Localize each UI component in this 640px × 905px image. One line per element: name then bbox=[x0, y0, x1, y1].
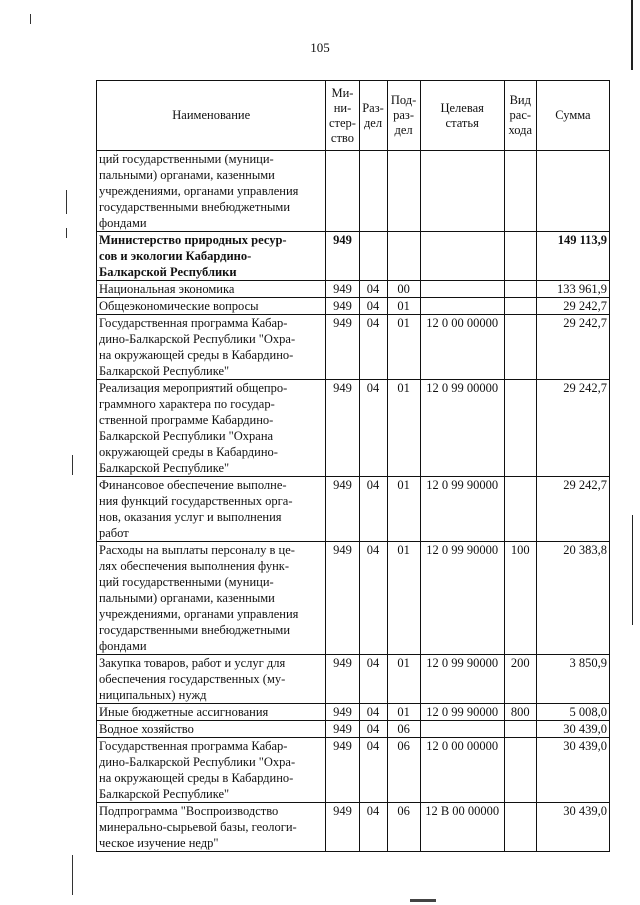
header-sum: Сумма bbox=[536, 81, 609, 151]
cell-name: Финансовое обеспечение выполне- ния функций государственных орга- нов, оказания услуг и выполнения работ bbox=[97, 477, 326, 542]
cell-target: 12 0 00 00000 bbox=[420, 315, 504, 380]
table-row bbox=[97, 542, 610, 655]
cell-target: 12 0 99 00000 bbox=[420, 380, 504, 477]
header-expense-type-label: Вид рас- хода bbox=[508, 93, 533, 137]
cell-sum: 30 439,0 bbox=[536, 738, 609, 803]
cell-ministry: 949 bbox=[326, 477, 359, 542]
header-ministry-label: Ми- ни- стер- ство bbox=[328, 85, 356, 145]
cell-expense-type bbox=[504, 477, 536, 542]
cell-expense-type bbox=[504, 315, 536, 380]
cell-ministry: 949 bbox=[326, 542, 359, 655]
header-section bbox=[359, 81, 387, 151]
budget-table bbox=[96, 80, 610, 852]
cell-expense-type bbox=[504, 738, 536, 803]
cell-section bbox=[359, 151, 387, 232]
cell-expense-type: 200 bbox=[504, 655, 536, 704]
cell-section: 04 bbox=[359, 803, 387, 852]
cell-sum: 29 242,7 bbox=[536, 298, 609, 315]
scan-edge-mark bbox=[631, 0, 633, 70]
cell-expense-type bbox=[504, 721, 536, 738]
cell-section bbox=[359, 232, 387, 281]
cell-ministry: 949 bbox=[326, 315, 359, 380]
cell-sum: 30 439,0 bbox=[536, 721, 609, 738]
cell-subsection: 06 bbox=[387, 721, 420, 738]
cell-sum: 29 242,7 bbox=[536, 315, 609, 380]
cell-ministry: 949 bbox=[326, 655, 359, 704]
table-row bbox=[97, 803, 610, 852]
cell-sum: 133 961,9 bbox=[536, 281, 609, 298]
table-row bbox=[97, 477, 610, 542]
scan-margin-tick bbox=[66, 228, 67, 238]
table-row bbox=[97, 315, 610, 380]
cell-target bbox=[420, 721, 504, 738]
table-row bbox=[97, 721, 610, 738]
cell-section: 04 bbox=[359, 281, 387, 298]
cell-ministry: 949 bbox=[326, 738, 359, 803]
cell-subsection: 01 bbox=[387, 380, 420, 477]
table-row bbox=[97, 232, 610, 281]
cell-subsection: 01 bbox=[387, 315, 420, 380]
cell-name: Государственная программа Кабар- дино-Балкарской Республики "Охра- на окружающей среды в Кабардино- Балкарской Республике" bbox=[97, 315, 326, 380]
cell-target: 12 0 99 90000 bbox=[420, 477, 504, 542]
cell-ministry: 949 bbox=[326, 232, 359, 281]
table-body bbox=[97, 151, 610, 852]
scan-bottom-mark bbox=[410, 899, 436, 902]
cell-subsection: 06 bbox=[387, 738, 420, 803]
cell-expense-type bbox=[504, 380, 536, 477]
table-row bbox=[97, 738, 610, 803]
cell-target: 12 0 00 00000 bbox=[420, 738, 504, 803]
cell-section: 04 bbox=[359, 655, 387, 704]
scan-margin-tick bbox=[30, 14, 31, 24]
cell-subsection: 01 bbox=[387, 477, 420, 542]
header-row bbox=[97, 81, 610, 151]
cell-target: 12 В 00 00000 bbox=[420, 803, 504, 852]
cell-subsection: 01 bbox=[387, 704, 420, 721]
cell-section: 04 bbox=[359, 315, 387, 380]
cell-name: Иные бюджетные ассигнования bbox=[97, 704, 326, 721]
cell-target: 12 0 99 90000 bbox=[420, 655, 504, 704]
scan-margin-tick bbox=[72, 455, 73, 475]
cell-ministry: 949 bbox=[326, 803, 359, 852]
cell-name: ций государственными (муници- пальными) органами, казенными учреждениями, органами управления государственными внебюджетными фондами bbox=[97, 151, 326, 232]
cell-subsection bbox=[387, 151, 420, 232]
cell-ministry: 949 bbox=[326, 298, 359, 315]
cell-expense-type: 800 bbox=[504, 704, 536, 721]
table-row bbox=[97, 655, 610, 704]
scan-margin-tick bbox=[72, 855, 73, 895]
cell-subsection: 01 bbox=[387, 542, 420, 655]
scan-edge-mark bbox=[632, 515, 633, 625]
cell-subsection bbox=[387, 232, 420, 281]
cell-target: 12 0 99 90000 bbox=[420, 704, 504, 721]
cell-section: 04 bbox=[359, 721, 387, 738]
table-row bbox=[97, 151, 610, 232]
cell-sum: 20 383,8 bbox=[536, 542, 609, 655]
cell-sum: 3 850,9 bbox=[536, 655, 609, 704]
header-subsection-label: Под- раз- дел bbox=[390, 93, 417, 137]
table-row bbox=[97, 298, 610, 315]
cell-section: 04 bbox=[359, 738, 387, 803]
cell-section: 04 bbox=[359, 380, 387, 477]
cell-subsection: 00 bbox=[387, 281, 420, 298]
cell-expense-type bbox=[504, 232, 536, 281]
cell-name: Подпрограмма "Воспроизводство минерально-сырьевой базы, геологи- ческое изучение недр" bbox=[97, 803, 326, 852]
header-subsection bbox=[387, 81, 420, 151]
cell-target bbox=[420, 281, 504, 298]
cell-name: Водное хозяйство bbox=[97, 721, 326, 738]
cell-ministry: 949 bbox=[326, 380, 359, 477]
cell-subsection: 01 bbox=[387, 298, 420, 315]
cell-sum: 30 439,0 bbox=[536, 803, 609, 852]
cell-sum: 29 242,7 bbox=[536, 380, 609, 477]
cell-subsection: 06 bbox=[387, 803, 420, 852]
cell-sum: 29 242,7 bbox=[536, 477, 609, 542]
cell-ministry bbox=[326, 151, 359, 232]
table-row bbox=[97, 281, 610, 298]
cell-ministry: 949 bbox=[326, 704, 359, 721]
cell-subsection: 01 bbox=[387, 655, 420, 704]
header-target-label: Целевая статья bbox=[440, 100, 484, 130]
cell-section: 04 bbox=[359, 542, 387, 655]
cell-name: Государственная программа Кабар- дино-Балкарской Республики "Охра- на окружающей среды в Кабардино- Балкарской Республике" bbox=[97, 738, 326, 803]
cell-expense-type bbox=[504, 803, 536, 852]
cell-section: 04 bbox=[359, 298, 387, 315]
page-number: 105 bbox=[310, 40, 330, 55]
cell-name: Общеэкономические вопросы bbox=[97, 298, 326, 315]
cell-section: 04 bbox=[359, 477, 387, 542]
table-row bbox=[97, 704, 610, 721]
cell-sum: 149 113,9 bbox=[536, 232, 609, 281]
header-name: Наименование bbox=[97, 81, 326, 151]
cell-target bbox=[420, 232, 504, 281]
header-ministry bbox=[326, 81, 359, 151]
cell-expense-type bbox=[504, 281, 536, 298]
cell-expense-type: 100 bbox=[504, 542, 536, 655]
cell-sum: 5 008,0 bbox=[536, 704, 609, 721]
cell-section: 04 bbox=[359, 704, 387, 721]
cell-expense-type bbox=[504, 298, 536, 315]
cell-target bbox=[420, 298, 504, 315]
cell-target bbox=[420, 151, 504, 232]
scan-margin-tick bbox=[66, 190, 67, 214]
table-row bbox=[97, 380, 610, 477]
cell-ministry: 949 bbox=[326, 281, 359, 298]
cell-name: Расходы на выплаты персоналу в це- лях обеспечения выполнения функ- ций государственными (муници- пальными) органами, казенными учреждениями, органами управления государственными внебюджетными фондами bbox=[97, 542, 326, 655]
cell-sum bbox=[536, 151, 609, 232]
cell-name: Закупка товаров, работ и услуг для обеспечения государственных (му- ниципальных) нужд bbox=[97, 655, 326, 704]
header-expense-type bbox=[504, 81, 536, 151]
cell-expense-type bbox=[504, 151, 536, 232]
cell-name: Реализация мероприятий общепро- граммного характера по государ- ственной программе Кабардино- Балкарской Республики "Охрана окружающей среды в Кабардино- Балкарской Республике" bbox=[97, 380, 326, 477]
header-section-label: Раз- дел bbox=[362, 100, 384, 130]
cell-name: Министерство природных ресур- сов и экологии Кабардино- Балкарской Республики bbox=[97, 232, 326, 281]
header-target bbox=[420, 81, 504, 151]
cell-name: Национальная экономика bbox=[97, 281, 326, 298]
cell-ministry: 949 bbox=[326, 721, 359, 738]
cell-target: 12 0 99 90000 bbox=[420, 542, 504, 655]
